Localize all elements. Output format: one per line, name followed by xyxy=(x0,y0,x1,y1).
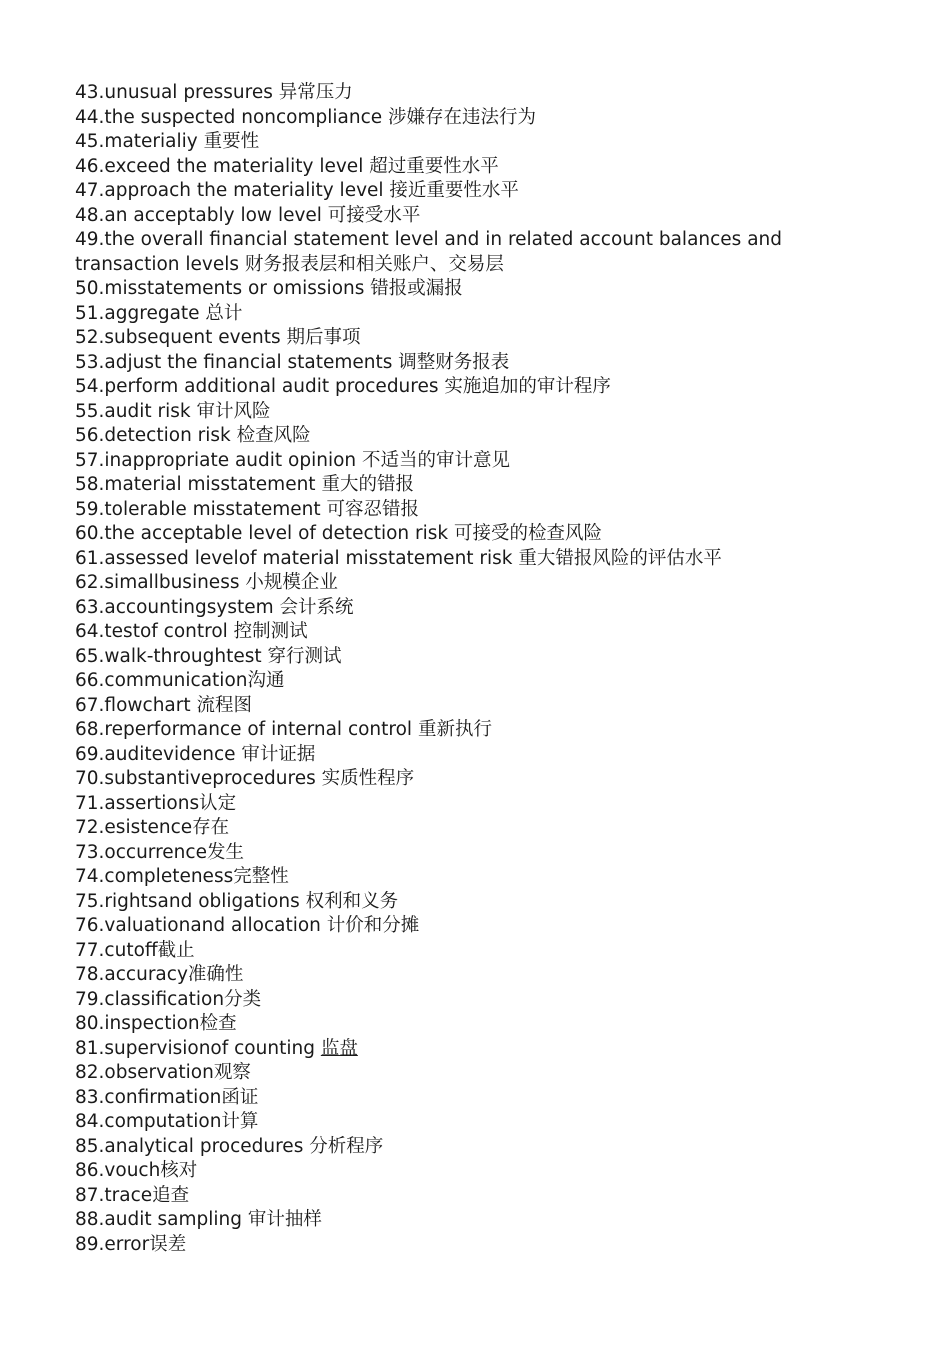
list-item: 65.walk-throughtest 穿行测试 xyxy=(75,645,342,667)
list-item: 76.valuationand allocation 计价和分摊 xyxy=(75,915,420,936)
list-item: 79.classification分类 xyxy=(75,988,262,1010)
list-item: 61.assessed levelof material misstatement risk 重大错报风险的评估水平 xyxy=(75,547,722,569)
glossary-term-list xyxy=(75,81,865,1257)
list-item: 56.detection risk 检查风险 xyxy=(75,425,311,446)
list-item: 58.material misstatement 重大的错报 xyxy=(75,474,414,495)
list-item: 70.substantiveprocedures 实质性程序 xyxy=(75,768,415,789)
list-item: 49.the overall financial statement level and in related account balances and transaction levels 财务报表层和相关账户、交易层 xyxy=(75,229,783,275)
list-item: 74.completeness完整性 xyxy=(75,866,289,887)
list-item: 88.audit sampling 审计抽样 xyxy=(75,1209,322,1230)
list-item: 54.perform additional audit procedures 实施追加的审计程序 xyxy=(75,376,611,397)
list-item: 72.esistence存在 xyxy=(75,817,230,838)
list-item: 86.vouch核对 xyxy=(75,1160,198,1181)
list-item: 50.misstatements or omissions 错报或漏报 xyxy=(75,278,463,299)
list-item: 84.computation计算 xyxy=(75,1111,259,1132)
list-item: 48.an acceptably low level 可接受水平 xyxy=(75,204,421,226)
list-item: 46.exceed the materiality level 超过重要性水平 xyxy=(75,155,499,177)
list-item: 66.communication沟通 xyxy=(75,670,285,691)
list-item: 51.aggregate 总计 xyxy=(75,302,243,324)
list-item: 53.adjust the financial statements 调整财务报表 xyxy=(75,351,510,373)
list-item: 75.rightsand obligations 权利和义务 xyxy=(75,890,399,912)
term-text: 81.supervisionof counting xyxy=(75,1037,321,1059)
list-item: 85.analytical procedures 分析程序 xyxy=(75,1135,384,1157)
list-item: 71.assertions认定 xyxy=(75,792,237,814)
list-item: 82.observation观察 xyxy=(75,1062,251,1083)
list-item: 52.subsequent events 期后事项 xyxy=(75,327,361,348)
list-item: 69.auditevidence 审计证据 xyxy=(75,743,316,765)
list-item: 44.the suspected noncompliance 涉嫌存在违法行为 xyxy=(75,106,537,128)
list-item: 78.accuracy准确性 xyxy=(75,964,244,985)
list-item: 73.occurrence发生 xyxy=(75,841,244,863)
list-item: 68.reperformance of internal control 重新执行 xyxy=(75,719,492,740)
list-item: 63.accountingsystem 会计系统 xyxy=(75,596,354,618)
list-item: 87.trace追查 xyxy=(75,1184,190,1206)
list-item: 45.materialiy 重要性 xyxy=(75,131,260,152)
list-item: 80.inspection检查 xyxy=(75,1013,237,1034)
list-item: 67.flowchart 流程图 xyxy=(75,694,252,716)
list-item: 60.the acceptable level of detection risk 可接受的检查风险 xyxy=(75,523,603,544)
underlined-term-translation: 监盘 xyxy=(320,1037,358,1059)
list-item: 43.unusual pressures 异常压力 xyxy=(75,82,353,103)
list-item: 64.testof control 控制测试 xyxy=(75,621,308,642)
list-item: 89.error误差 xyxy=(75,1233,187,1255)
list-item: 59.tolerable misstatement 可容忍错报 xyxy=(75,498,420,520)
list-item: 83.confirmation函证 xyxy=(75,1086,259,1108)
list-item: 62.simallbusiness 小规模企业 xyxy=(75,572,338,593)
list-item: 47.approach the materiality level 接近重要性水平 xyxy=(75,180,519,201)
list-item xyxy=(75,1037,865,1062)
list-item: 57.inappropriate audit opinion 不适当的审计意见 xyxy=(75,449,511,471)
list-item: 55.audit risk 审计风险 xyxy=(75,400,271,422)
list-item: 77.cutoff截止 xyxy=(75,939,195,961)
